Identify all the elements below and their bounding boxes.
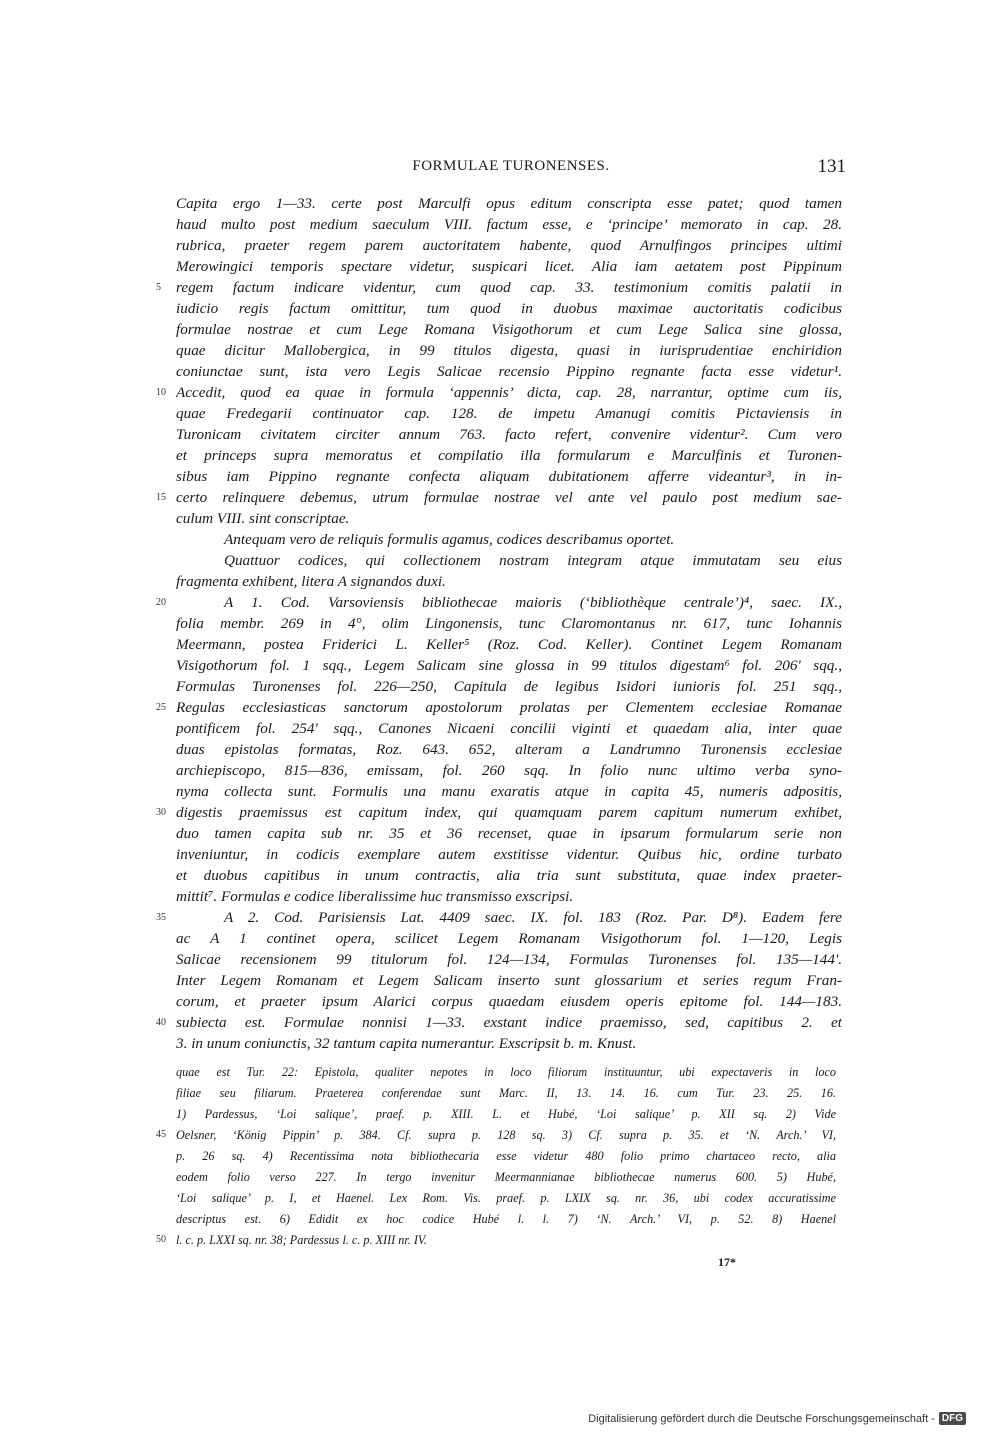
body-line: certo relinquere debemus, utrum formulae nostrae vel ante vel paulo post medium sae-: [176, 489, 842, 506]
line-number: 30: [156, 807, 166, 818]
body-line: iudicio regis factum omittitur, tum quod in duobus maximae auctoritatis codicibus: [176, 300, 842, 317]
body-line: Regulas ecclesiasticas sanctorum apostolorum prolatas per Clementem ecclesiae Romanae: [176, 699, 842, 716]
body-line: ac A 1 continet opera, scilicet Legem Romanam Visigothorum fol. 1—120, Legis: [176, 930, 842, 947]
body-line: coniunctae sunt, ista vero Legis Salicae recensio Pippino regnante facta esse videtur¹.: [176, 363, 842, 380]
footnote-line: filiae seu filiarum. Praeterea conferendae sunt Marc. II, 13. 14. 16. cum Tur. 23. 25. 16.: [176, 1086, 836, 1100]
body-line: archiepiscopo, 815—836, emissam, fol. 260 sqq. In folio nunc ultimo verba syno-: [176, 762, 842, 779]
footnote-line: quae est Tur. 22: Epistola, qualiter nepotes in loco filiorum instituuntur, ubi expectaveris in loco: [176, 1065, 836, 1079]
body-line: pontificem fol. 254' sqq., Canones Nicaeni concilii viginti et quaedam alia, inter quae: [176, 720, 842, 737]
footnote-line: l. c. p. LXXI sq. nr. 38; Pardessus l. c. p. XIII nr. IV.: [176, 1233, 427, 1247]
line-number: 20: [156, 597, 166, 608]
line-number: 40: [156, 1017, 166, 1028]
footnote-line: 1) Pardessus, ‘Loi salique’, praef. p. XIII. L. et Hubé, ‘Loi salique’ p. XII sq. 2) Vide: [176, 1107, 836, 1121]
footnote-line: descriptus est. 6) Edidit ex hoc codice Hubé l. l. 7) ‘N. Arch.’ VI, p. 52. 8) Haenel: [176, 1212, 836, 1226]
body-line: corum, et praeter ipsum Alarici corpus quaedam eiusdem operis epitome fol. 144—183.: [176, 993, 842, 1010]
digitization-credit: [588, 1412, 966, 1425]
signature-mark: 17*: [718, 1255, 736, 1269]
body-line: Visigothorum fol. 1 sqq., Legem Salicam sine glossa in 99 titulos digestam⁶ fol. 206' sqq.,: [176, 657, 842, 674]
footnote-line: Oelsner, ‘König Pippin’ p. 384. Cf. supra p. 128 sq. 3) Cf. supra p. 35. et ‘N. Arch.’ VI,: [176, 1128, 836, 1142]
body-line: duo tamen capita sub nr. 35 et 36 recenset, quae in ipsarum formularum serie non: [176, 825, 842, 842]
body-line: fragmenta exhibent, litera A signandos duxi.: [176, 573, 446, 590]
body-line: folia membr. 269 in 4°, olim Lingonensis, tunc Claromontanus nr. 617, tunc Iohannis: [176, 615, 842, 632]
line-number: 50: [156, 1234, 166, 1245]
body-line: inveniuntur, in codicis exemplare autem exstitisse videntur. Quibus hic, ordine turbato: [176, 846, 842, 863]
line-number: 35: [156, 912, 166, 923]
body-line: Inter Legem Romanam et Legem Salicam inserto sunt glossarium et series regum Fran-: [176, 972, 842, 989]
body-line: formulae nostrae et cum Lege Romana Visigothorum et cum Lege Salica sine glossa,: [176, 321, 842, 338]
body-line: haud multo post medium saeculum VIII. factum esse, e ‘principe’ memorato in cap. 28.: [176, 216, 842, 233]
body-line: Salicae recensionem 99 titulorum fol. 124—134, Formulas Turonenses fol. 135—144'.: [176, 951, 842, 968]
body-line: regem factum indicare videntur, cum quod cap. 33. testimonium comitis palatii in: [176, 279, 842, 296]
running-header: [176, 158, 846, 180]
body-line: subiecta est. Formulae nonnisi 1—33. exstant indice praemisso, sed, capitibus 2. et: [176, 1014, 842, 1031]
body-line: 3. in unum coniunctis, 32 tantum capita numerantur. Exscripsit b. m. Knust.: [176, 1035, 637, 1052]
line-number: 15: [156, 492, 166, 503]
footnote-line: eodem folio verso 227. In tergo invenitur Meermannianae bibliothecae numerus 600. 5) Hubé,: [176, 1170, 836, 1184]
body-line: mittit⁷. Formulas e codice liberalissime huc transmisso exscripsi.: [176, 888, 574, 905]
dfg-logo: DFG: [939, 1412, 966, 1425]
line-number: 45: [156, 1129, 166, 1140]
body-line: Antequam vero de reliquis formulis agamus, codices describamus oportet.: [224, 531, 675, 548]
body-line: quae dicitur Mallobergica, in 99 titulos digesta, quasi in iurisprudentiae enchiridion: [176, 342, 842, 359]
body-line: A 1. Cod. Varsoviensis bibliothecae maioris (‘bibliothèque centrale’)⁴, saec. IX.,: [224, 594, 842, 611]
footnote-line: ‘Loi salique’ p. I, et Haenel. Lex Rom. Vis. praef. p. LXIX sq. nr. 36, ubi codex accuratissime: [176, 1191, 836, 1205]
body-line: Turonicam civitatem circiter annum 763. facto refert, convenire videntur². Cum vero: [176, 426, 842, 443]
body-line: duas epistolas formatas, Roz. 643. 652, alteram a Landrumno Turonensis ecclesiae: [176, 741, 842, 758]
body-line: rubrica, praeter regem parem auctoritatem habente, quod Arnulfingos principes ultimi: [176, 237, 842, 254]
body-line: sibus iam Pippino regnante confecta aliquam dubitationem afferre videantur³, in in-: [176, 468, 842, 485]
body-line: digestis praemissus est capitum index, qui quamquam parem capitum numerum exhibet,: [176, 804, 842, 821]
body-line: Merowingici temporis spectare videtur, suspicari licet. Alia iam aetatem post Pippinum: [176, 258, 842, 275]
body-line: quae Fredegarii continuator cap. 128. de impetu Amanugi comitis Pictaviensis in: [176, 405, 842, 422]
body-line: Capita ergo 1—33. certe post Marculfi opus editum conscripta esse patet; quod tamen: [176, 195, 842, 212]
body-line: et duobus capitibus in unum contractis, alia tria sunt substituta, quae index praeter-: [176, 867, 842, 884]
running-title: FORMULAE TURONENSES.: [412, 158, 610, 174]
body-line: et princeps supra memoratus et compilatio illa formularum e Marculfinis et Turonen-: [176, 447, 842, 464]
line-number: 10: [156, 387, 166, 398]
credit-text: Digitalisierung gefördert durch die Deutsche Forschungsgemeinschaft -: [588, 1412, 935, 1425]
body-line: A 2. Cod. Parisiensis Lat. 4409 saec. IX. fol. 183 (Roz. Par. D⁸). Eadem fere: [224, 909, 842, 926]
line-number: 5: [156, 282, 161, 293]
body-line: Accedit, quod ea quae in formula ‘appennis’ dicta, cap. 28, narrantur, optime cum iis,: [176, 384, 842, 401]
body-line: Formulas Turonenses fol. 226—250, Capitula de legibus Isidori iunioris fol. 251 sqq.,: [176, 678, 842, 695]
body-line: Quattuor codices, qui collectionem nostram integram atque immutatam seu eius: [224, 552, 842, 569]
footnote-line: p. 26 sq. 4) Recentissima nota bibliothecaria esse videtur 480 folio primo chartaceo recto, alia: [176, 1149, 836, 1163]
page-number: 131: [817, 156, 846, 177]
line-number: 25: [156, 702, 166, 713]
body-line: nyma collecta sunt. Formulis una manu exaratis atque in capita 45, numeris adpositis,: [176, 783, 842, 800]
body-line: culum VIII. sint conscriptae.: [176, 510, 350, 527]
body-line: Meermann, postea Friderici L. Keller⁵ (Roz. Cod. Keller). Continet Legem Romanam: [176, 636, 842, 653]
